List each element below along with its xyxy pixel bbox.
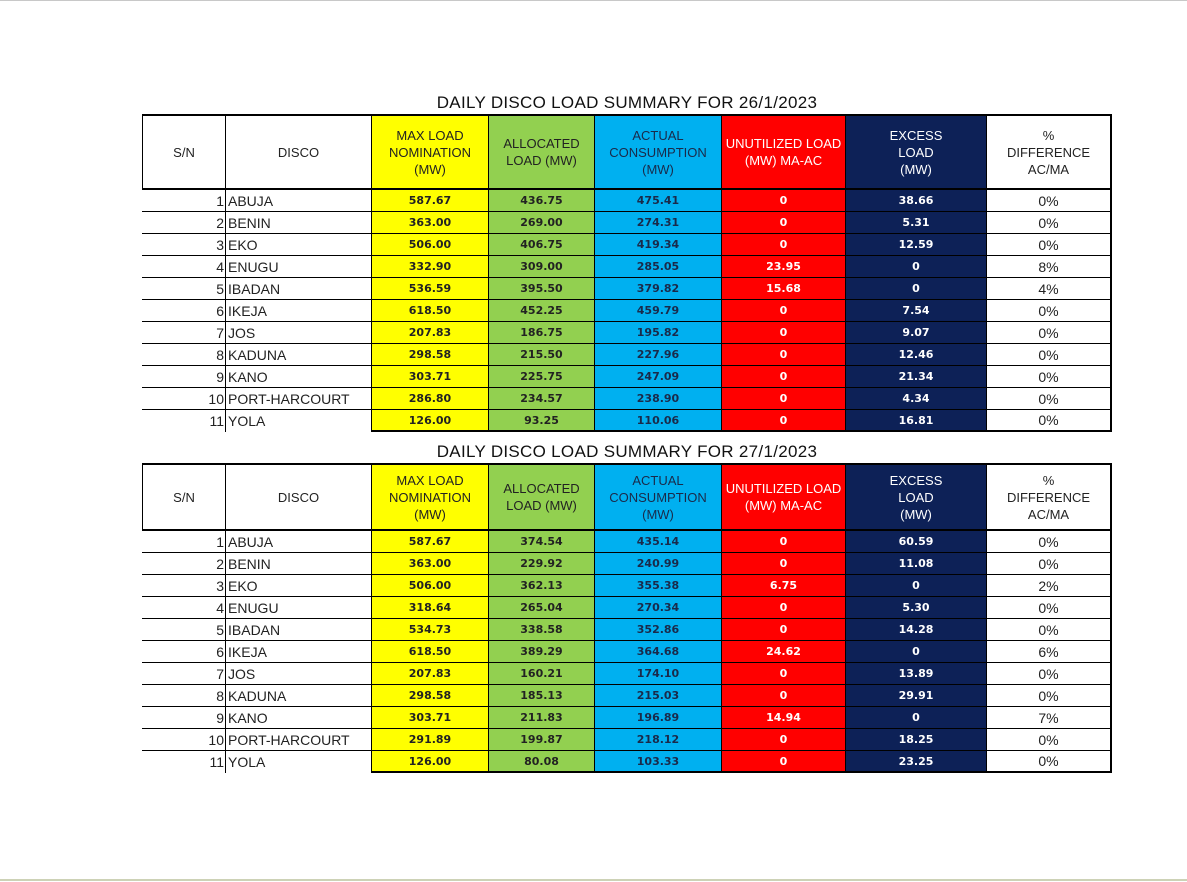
cell-max-load: 207.83 — [372, 322, 489, 343]
cell-excess-load: 12.46 — [846, 344, 987, 365]
cell-max-load: 298.58 — [372, 685, 489, 706]
cell-allocated-load: 185.13 — [489, 685, 595, 706]
table-title-text: DAILY DISCO LOAD SUMMARY FOR 26/1/2023 — [436, 93, 818, 112]
cell-sn: 8 — [142, 344, 226, 365]
cell-max-load: 126.00 — [372, 410, 489, 432]
cell-max-load: 303.71 — [372, 366, 489, 387]
cell-disco: KADUNA — [226, 685, 372, 706]
cell-percent-difference: 0% — [987, 322, 1112, 343]
header-percent-difference: % DIFFERENCE AC/MA — [987, 465, 1112, 529]
table-grid — [142, 463, 1112, 773]
cell-percent-difference: 8% — [987, 256, 1112, 277]
cell-allocated-load: 309.00 — [489, 256, 595, 277]
cell-max-load: 363.00 — [372, 553, 489, 574]
cell-excess-load: 9.07 — [846, 322, 987, 343]
table-row — [142, 278, 1112, 300]
cell-sn: 3 — [142, 575, 226, 596]
cell-actual-consumption: 218.12 — [595, 729, 722, 750]
cell-disco: IBADAN — [226, 619, 372, 640]
cell-actual-consumption: 227.96 — [595, 344, 722, 365]
cell-excess-load: 0 — [846, 641, 987, 662]
cell-sn: 2 — [142, 212, 226, 233]
table-title-text: DAILY DISCO LOAD SUMMARY FOR 27/1/2023 — [436, 442, 818, 461]
cell-disco: ABUJA — [226, 190, 372, 211]
cell-disco: IKEJA — [226, 641, 372, 662]
header-max-load: MAX LOAD NOMINATION (MW) — [372, 116, 489, 188]
cell-allocated-load: 160.21 — [489, 663, 595, 684]
cell-allocated-load: 199.87 — [489, 729, 595, 750]
cell-unutilized-load: 0 — [722, 751, 846, 773]
cell-sn: 5 — [142, 278, 226, 299]
cell-excess-load: 21.34 — [846, 366, 987, 387]
table-row — [142, 410, 1112, 432]
cell-actual-consumption: 174.10 — [595, 663, 722, 684]
cell-actual-consumption: 240.99 — [595, 553, 722, 574]
cell-disco: PORT-HARCOURT — [226, 388, 372, 409]
cell-percent-difference: 0% — [987, 619, 1112, 640]
table-row — [142, 575, 1112, 597]
table-row — [142, 344, 1112, 366]
cell-allocated-load: 265.04 — [489, 597, 595, 618]
header-sn: S/N — [142, 116, 226, 188]
header-unutilized-load: UNUTILIZED LOAD (MW) MA-AC — [722, 465, 846, 529]
cell-unutilized-load: 0 — [722, 553, 846, 574]
cell-actual-consumption: 270.34 — [595, 597, 722, 618]
cell-percent-difference: 4% — [987, 278, 1112, 299]
cell-actual-consumption: 196.89 — [595, 707, 722, 728]
table-body — [142, 188, 1112, 432]
cell-allocated-load: 374.54 — [489, 531, 595, 552]
cell-excess-load: 18.25 — [846, 729, 987, 750]
table-row — [142, 641, 1112, 663]
cell-actual-consumption: 285.05 — [595, 256, 722, 277]
cell-actual-consumption: 247.09 — [595, 366, 722, 387]
cell-disco: JOS — [226, 663, 372, 684]
cell-excess-load: 14.28 — [846, 619, 987, 640]
cell-percent-difference: 7% — [987, 707, 1112, 728]
cell-unutilized-load: 0 — [722, 729, 846, 750]
cell-excess-load: 5.30 — [846, 597, 987, 618]
cell-sn: 1 — [142, 190, 226, 211]
cell-disco: BENIN — [226, 212, 372, 233]
cell-excess-load: 0 — [846, 707, 987, 728]
cell-allocated-load: 436.75 — [489, 190, 595, 211]
load-summary-table-2 — [142, 441, 1112, 773]
cell-actual-consumption: 419.34 — [595, 234, 722, 255]
cell-unutilized-load: 0 — [722, 685, 846, 706]
cell-sn: 4 — [142, 256, 226, 277]
cell-unutilized-load: 23.95 — [722, 256, 846, 277]
cell-actual-consumption: 274.31 — [595, 212, 722, 233]
header-allocated-load: ALLOCATED LOAD (MW) — [489, 116, 595, 188]
table-row — [142, 256, 1112, 278]
cell-allocated-load: 362.13 — [489, 575, 595, 596]
cell-max-load: 587.67 — [372, 531, 489, 552]
cell-percent-difference: 0% — [987, 685, 1112, 706]
cell-actual-consumption: 364.68 — [595, 641, 722, 662]
header-allocated-load: ALLOCATED LOAD (MW) — [489, 465, 595, 529]
cell-unutilized-load: 0 — [722, 190, 846, 211]
table-row — [142, 685, 1112, 707]
cell-percent-difference: 0% — [987, 663, 1112, 684]
table-row — [142, 322, 1112, 344]
cell-unutilized-load: 14.94 — [722, 707, 846, 728]
cell-actual-consumption: 215.03 — [595, 685, 722, 706]
cell-disco: YOLA — [226, 410, 372, 432]
cell-actual-consumption: 379.82 — [595, 278, 722, 299]
cell-max-load: 536.59 — [372, 278, 489, 299]
cell-unutilized-load: 24.62 — [722, 641, 846, 662]
table-row — [142, 366, 1112, 388]
cell-sn: 10 — [142, 729, 226, 750]
table-row — [142, 212, 1112, 234]
table-row — [142, 190, 1112, 212]
header-excess-load: EXCESS LOAD (MW) — [846, 465, 987, 529]
cell-excess-load: 0 — [846, 256, 987, 277]
cell-unutilized-load: 0 — [722, 322, 846, 343]
cell-excess-load: 5.31 — [846, 212, 987, 233]
cell-actual-consumption: 459.79 — [595, 300, 722, 321]
cell-max-load: 363.00 — [372, 212, 489, 233]
cell-allocated-load: 211.83 — [489, 707, 595, 728]
cell-percent-difference: 0% — [987, 388, 1112, 409]
cell-allocated-load: 225.75 — [489, 366, 595, 387]
cell-disco: ABUJA — [226, 531, 372, 552]
cell-unutilized-load: 0 — [722, 597, 846, 618]
cell-actual-consumption: 352.86 — [595, 619, 722, 640]
cell-max-load: 318.64 — [372, 597, 489, 618]
cell-excess-load: 29.91 — [846, 685, 987, 706]
cell-excess-load: 0 — [846, 278, 987, 299]
cell-percent-difference: 0% — [987, 410, 1112, 432]
load-summary-table-1 — [142, 92, 1112, 432]
cell-max-load: 286.80 — [372, 388, 489, 409]
table-row — [142, 531, 1112, 553]
header-actual-consumption: ACTUAL CONSUMPTION (MW) — [595, 116, 722, 188]
page-bottom-rule — [0, 879, 1187, 881]
cell-sn: 7 — [142, 322, 226, 343]
cell-allocated-load: 80.08 — [489, 751, 595, 773]
cell-sn: 2 — [142, 553, 226, 574]
cell-percent-difference: 0% — [987, 366, 1112, 387]
header-percent-difference: % DIFFERENCE AC/MA — [987, 116, 1112, 188]
cell-allocated-load: 395.50 — [489, 278, 595, 299]
table-row — [142, 707, 1112, 729]
cell-actual-consumption: 103.33 — [595, 751, 722, 773]
cell-percent-difference: 0% — [987, 531, 1112, 552]
cell-percent-difference: 0% — [987, 190, 1112, 211]
table-row — [142, 751, 1112, 773]
cell-sn: 9 — [142, 366, 226, 387]
cell-unutilized-load: 0 — [722, 388, 846, 409]
cell-disco: EKO — [226, 575, 372, 596]
cell-disco: YOLA — [226, 751, 372, 773]
table-row — [142, 619, 1112, 641]
cell-disco: EKO — [226, 234, 372, 255]
cell-percent-difference: 0% — [987, 300, 1112, 321]
cell-percent-difference: 0% — [987, 212, 1112, 233]
cell-excess-load: 38.66 — [846, 190, 987, 211]
cell-actual-consumption: 355.38 — [595, 575, 722, 596]
cell-unutilized-load: 0 — [722, 663, 846, 684]
cell-max-load: 618.50 — [372, 300, 489, 321]
header-max-load: MAX LOAD NOMINATION (MW) — [372, 465, 489, 529]
cell-excess-load: 23.25 — [846, 751, 987, 773]
cell-unutilized-load: 0 — [722, 300, 846, 321]
cell-sn: 6 — [142, 641, 226, 662]
cell-disco: KADUNA — [226, 344, 372, 365]
table-row — [142, 663, 1112, 685]
cell-disco: BENIN — [226, 553, 372, 574]
cell-max-load: 534.73 — [372, 619, 489, 640]
cell-sn: 9 — [142, 707, 226, 728]
cell-allocated-load: 234.57 — [489, 388, 595, 409]
cell-actual-consumption: 475.41 — [595, 190, 722, 211]
cell-sn: 10 — [142, 388, 226, 409]
page-top-rule — [0, 0, 1187, 1]
cell-unutilized-load: 15.68 — [722, 278, 846, 299]
cell-disco: KANO — [226, 707, 372, 728]
cell-excess-load: 60.59 — [846, 531, 987, 552]
cell-disco: IKEJA — [226, 300, 372, 321]
cell-excess-load: 16.81 — [846, 410, 987, 432]
cell-disco: JOS — [226, 322, 372, 343]
cell-disco: PORT-HARCOURT — [226, 729, 372, 750]
cell-sn: 1 — [142, 531, 226, 552]
cell-max-load: 332.90 — [372, 256, 489, 277]
cell-actual-consumption: 195.82 — [595, 322, 722, 343]
header-sn: S/N — [142, 465, 226, 529]
table-title — [142, 441, 1112, 463]
cell-allocated-load: 186.75 — [489, 322, 595, 343]
cell-unutilized-load: 0 — [722, 344, 846, 365]
table-body — [142, 529, 1112, 773]
cell-unutilized-load: 0 — [722, 410, 846, 432]
cell-max-load: 587.67 — [372, 190, 489, 211]
cell-percent-difference: 0% — [987, 597, 1112, 618]
table-row — [142, 729, 1112, 751]
header-row — [142, 114, 1112, 188]
cell-allocated-load: 338.58 — [489, 619, 595, 640]
cell-actual-consumption: 110.06 — [595, 410, 722, 432]
cell-actual-consumption: 435.14 — [595, 531, 722, 552]
header-unutilized-load: UNUTILIZED LOAD (MW) MA-AC — [722, 116, 846, 188]
cell-unutilized-load: 0 — [722, 212, 846, 233]
cell-max-load: 303.71 — [372, 707, 489, 728]
cell-disco: ENUGU — [226, 256, 372, 277]
table-row — [142, 300, 1112, 322]
cell-unutilized-load: 0 — [722, 531, 846, 552]
header-disco: DISCO — [226, 116, 372, 188]
cell-max-load: 126.00 — [372, 751, 489, 773]
cell-sn: 3 — [142, 234, 226, 255]
cell-allocated-load: 229.92 — [489, 553, 595, 574]
cell-unutilized-load: 6.75 — [722, 575, 846, 596]
cell-disco: IBADAN — [226, 278, 372, 299]
table-row — [142, 388, 1112, 410]
table-title — [142, 92, 1112, 114]
cell-percent-difference: 0% — [987, 729, 1112, 750]
cell-sn: 7 — [142, 663, 226, 684]
cell-max-load: 618.50 — [372, 641, 489, 662]
cell-actual-consumption: 238.90 — [595, 388, 722, 409]
cell-percent-difference: 0% — [987, 751, 1112, 773]
cell-percent-difference: 0% — [987, 344, 1112, 365]
cell-percent-difference: 6% — [987, 641, 1112, 662]
header-excess-load: EXCESS LOAD (MW) — [846, 116, 987, 188]
cell-excess-load: 4.34 — [846, 388, 987, 409]
cell-excess-load: 12.59 — [846, 234, 987, 255]
cell-unutilized-load: 0 — [722, 619, 846, 640]
cell-max-load: 506.00 — [372, 575, 489, 596]
header-row — [142, 463, 1112, 529]
cell-excess-load: 0 — [846, 575, 987, 596]
cell-allocated-load: 269.00 — [489, 212, 595, 233]
cell-sn: 5 — [142, 619, 226, 640]
cell-unutilized-load: 0 — [722, 366, 846, 387]
cell-max-load: 291.89 — [372, 729, 489, 750]
header-disco: DISCO — [226, 465, 372, 529]
header-actual-consumption: ACTUAL CONSUMPTION (MW) — [595, 465, 722, 529]
cell-max-load: 506.00 — [372, 234, 489, 255]
cell-max-load: 298.58 — [372, 344, 489, 365]
cell-disco: ENUGU — [226, 597, 372, 618]
cell-allocated-load: 452.25 — [489, 300, 595, 321]
table-row — [142, 597, 1112, 619]
cell-sn: 8 — [142, 685, 226, 706]
cell-allocated-load: 406.75 — [489, 234, 595, 255]
cell-sn: 4 — [142, 597, 226, 618]
cell-max-load: 207.83 — [372, 663, 489, 684]
table-grid — [142, 114, 1112, 432]
table-row — [142, 234, 1112, 256]
cell-sn: 11 — [142, 751, 226, 773]
cell-sn: 6 — [142, 300, 226, 321]
cell-percent-difference: 0% — [987, 553, 1112, 574]
table-row — [142, 553, 1112, 575]
cell-excess-load: 7.54 — [846, 300, 987, 321]
cell-excess-load: 13.89 — [846, 663, 987, 684]
cell-allocated-load: 389.29 — [489, 641, 595, 662]
cell-percent-difference: 0% — [987, 234, 1112, 255]
cell-allocated-load: 93.25 — [489, 410, 595, 432]
cell-disco: KANO — [226, 366, 372, 387]
cell-unutilized-load: 0 — [722, 234, 846, 255]
cell-excess-load: 11.08 — [846, 553, 987, 574]
cell-percent-difference: 2% — [987, 575, 1112, 596]
cell-allocated-load: 215.50 — [489, 344, 595, 365]
cell-sn: 11 — [142, 410, 226, 432]
